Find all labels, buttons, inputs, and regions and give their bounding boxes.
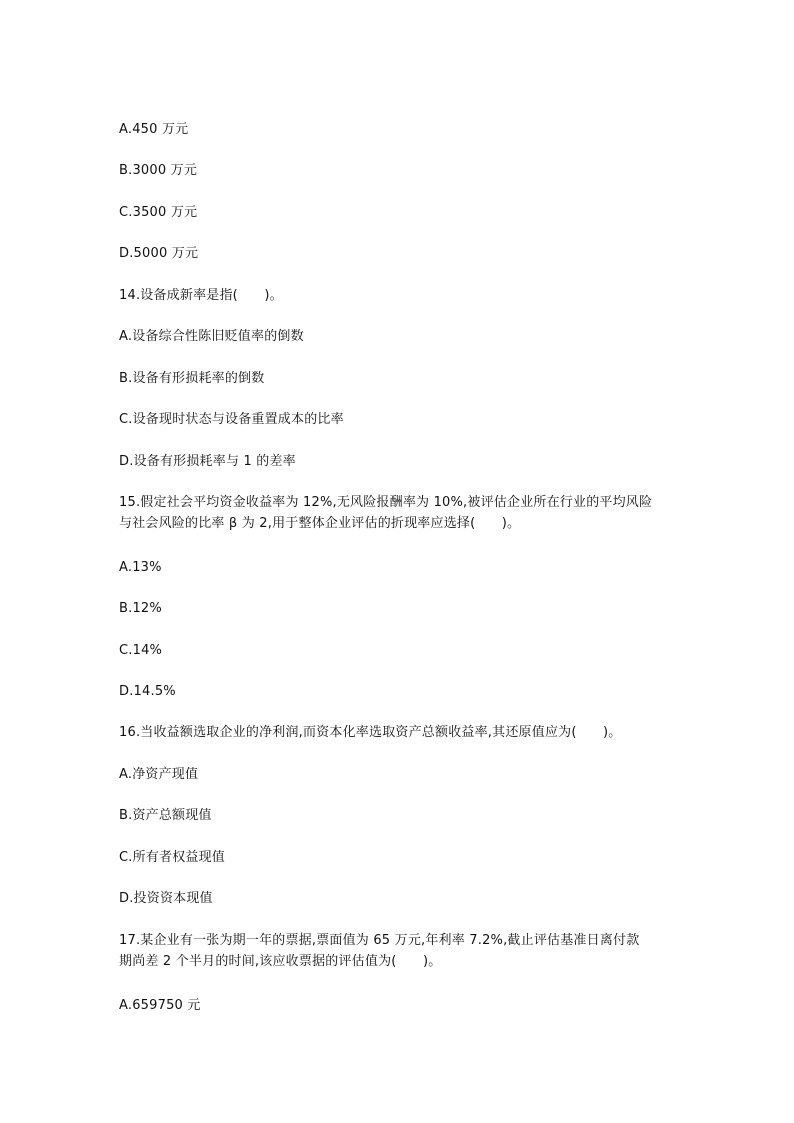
q15-option-b: B.12% [119,601,162,616]
q13-option-a: A.450 万元 [119,122,189,137]
q15-stem-line1: 15.假定社会平均资金收益率为 12%,无风险报酬率为 10%,被评估企业所在行业的平均风险 [119,495,653,510]
q14-option-c: C.设备现时状态与设备重置成本的比率 [119,412,344,427]
q17-option-a: A.659750 元 [119,998,201,1013]
q13-option-d: D.5000 万元 [119,246,199,261]
q15-option-a: A.13% [119,560,162,575]
q16-option-b: B.资产总额现值 [119,808,212,823]
q14-option-d: D.设备有形损耗率与 1 的差率 [119,454,296,469]
q13-option-b: B.3000 万元 [119,163,198,178]
q15-option-c: C.14% [119,643,163,658]
q14-option-a: A.设备综合性陈旧贬值率的倒数 [119,329,304,344]
q16-option-a: A.净资产现值 [119,767,199,782]
q14-option-b: B.设备有形损耗率的倒数 [119,371,265,386]
q15-stem-line2: 与社会风险的比率 β 为 2,用于整体企业评估的折现率应选择( )。 [119,516,521,531]
q14-stem: 14.设备成新率是指( )。 [119,288,283,303]
q17-stem-line2: 期尚差 2 个半月的时间,该应收票据的评估值为( )。 [119,954,442,969]
q16-option-c: C.所有者权益现值 [119,850,226,865]
q16-option-d: D.投资资本现值 [119,891,213,906]
q17-stem-line1: 17.某企业有一张为期一年的票据,票面值为 65 万元,年利率 7.2%,截止评估基准日离付款 [119,933,640,948]
q13-option-c: C.3500 万元 [119,205,198,220]
q16-stem: 16.当收益额选取企业的净利润,而资本化率选取资产总额收益率,其还原值应为( )。 [119,725,622,740]
q15-option-d: D.14.5% [119,684,176,699]
